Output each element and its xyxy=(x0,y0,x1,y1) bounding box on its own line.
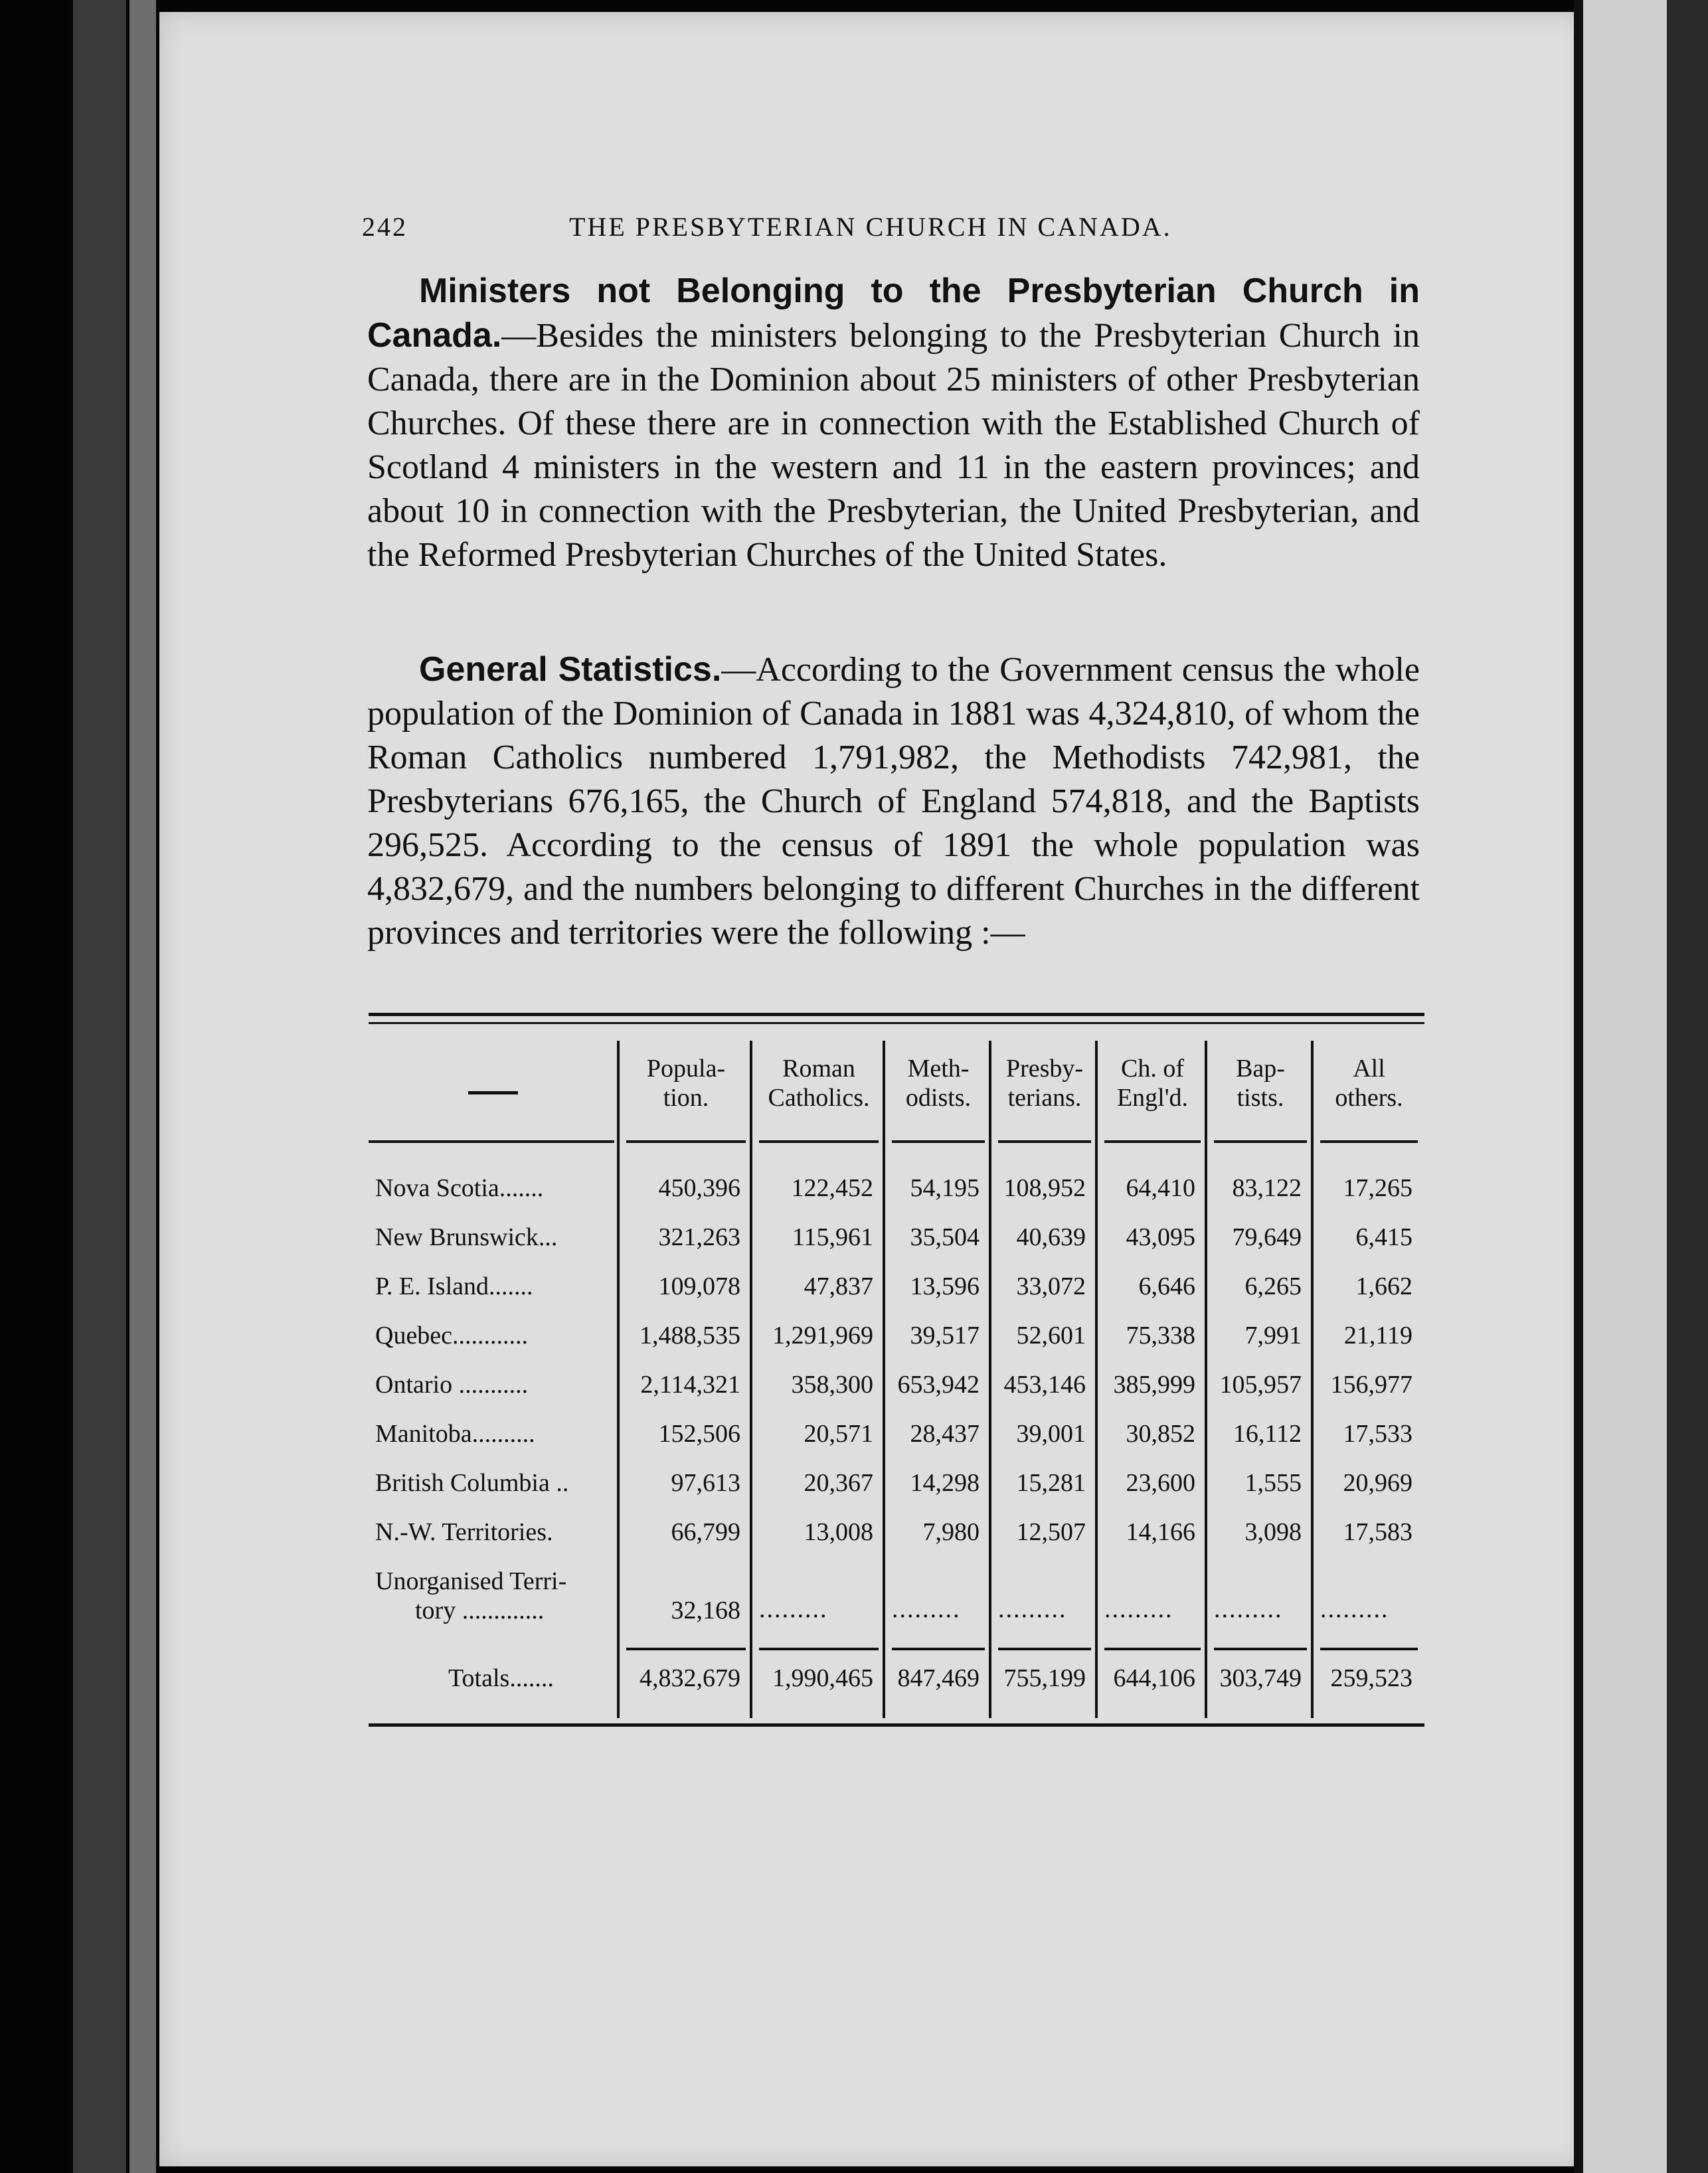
running-title: THE PRESBYTERIAN CHURCH IN CANADA. xyxy=(569,212,1172,242)
row-label: Ontario ........... xyxy=(375,1371,529,1399)
table-cell: 156,977 xyxy=(1330,1371,1412,1399)
table-cell: 35,504 xyxy=(910,1223,980,1251)
column-divider xyxy=(1205,1041,1207,1718)
table-cell: 12,507 xyxy=(1016,1518,1086,1546)
table-cell: 17,265 xyxy=(1343,1174,1412,1202)
table-cell: 109,078 xyxy=(658,1272,740,1300)
table-cell: 20,969 xyxy=(1343,1469,1412,1497)
row-label-unorganised-cont: tory ............. xyxy=(415,1597,545,1624)
table-cell: 17,533 xyxy=(1343,1420,1412,1448)
table-cell-unorganised-population: 32,168 xyxy=(671,1597,740,1624)
table-cell: 20,367 xyxy=(804,1469,873,1497)
row-label: British Columbia .. xyxy=(375,1469,569,1497)
totals-overline xyxy=(1104,1648,1201,1650)
table-cell: 52,601 xyxy=(1016,1322,1086,1349)
running-head xyxy=(362,211,1418,251)
column-header-3: Meth- odists. xyxy=(905,1055,972,1112)
section-heading-ministers: Ministers not Belonging to the Presbyterian Church in Canada. xyxy=(367,272,1420,355)
table-cell: 43,095 xyxy=(1126,1223,1195,1251)
table-cell: 6,646 xyxy=(1138,1272,1195,1300)
table-cell: 653,942 xyxy=(897,1371,980,1399)
table-cell: 66,799 xyxy=(671,1518,740,1546)
column-header-7: All others. xyxy=(1335,1055,1403,1112)
column-divider xyxy=(1311,1041,1314,1718)
table-cell: 115,961 xyxy=(792,1223,873,1251)
table-cell: 30,852 xyxy=(1126,1420,1195,1448)
table-cell: 39,001 xyxy=(1016,1420,1086,1448)
totals-cell: 1,990,465 xyxy=(772,1664,873,1692)
table-cell: 23,600 xyxy=(1126,1469,1195,1497)
table-cell: 1,291,969 xyxy=(772,1322,873,1349)
row-label: N.-W. Territories. xyxy=(375,1518,553,1546)
header-underline xyxy=(892,1140,985,1143)
table-cell: 105,957 xyxy=(1219,1371,1302,1399)
totals-cell: 259,523 xyxy=(1330,1664,1412,1692)
totals-cell: 755,199 xyxy=(1003,1664,1086,1692)
table-cell: 1,488,535 xyxy=(640,1322,740,1349)
table-cell: 21,119 xyxy=(1343,1322,1412,1349)
table-cell: 13,596 xyxy=(910,1272,980,1300)
totals-cell: 847,469 xyxy=(897,1664,980,1692)
row-label: P. E. Island....... xyxy=(375,1272,533,1300)
table-cell-empty: ......... xyxy=(759,1595,828,1623)
table-cell: 14,298 xyxy=(910,1469,980,1497)
table-bottom-rule xyxy=(369,1723,1424,1727)
table-cell: 122,452 xyxy=(791,1174,873,1202)
table-cell: 450,396 xyxy=(658,1174,740,1202)
header-dash xyxy=(468,1091,518,1094)
table-cell: 75,338 xyxy=(1126,1322,1195,1349)
row-label: Manitoba.......... xyxy=(375,1420,535,1448)
table-cell: 39,517 xyxy=(910,1322,980,1349)
row-label: Nova Scotia....... xyxy=(375,1174,544,1202)
table-cell-empty: ......... xyxy=(1320,1595,1389,1623)
table-cell: 2,114,321 xyxy=(640,1371,740,1399)
row-label-unorganised: Unorganised Terri- xyxy=(375,1567,567,1595)
table-cell: 17,583 xyxy=(1343,1518,1412,1546)
totals-overline xyxy=(998,1648,1091,1650)
column-header-5: Ch. of Engl'd. xyxy=(1116,1055,1189,1112)
table-cell: 40,639 xyxy=(1016,1223,1086,1251)
totals-overline xyxy=(626,1648,746,1650)
column-header-2: Roman Catholics. xyxy=(768,1055,870,1112)
binding-shadow xyxy=(73,0,126,2173)
table-cell: 47,837 xyxy=(804,1272,873,1300)
section-heading-statistics: General Statistics. xyxy=(419,650,722,689)
table-cell: 33,072 xyxy=(1016,1272,1086,1300)
table-cell: 20,571 xyxy=(804,1420,873,1448)
facing-page-shadow xyxy=(1667,0,1708,2173)
table-cell: 358,300 xyxy=(791,1371,873,1399)
row-label: New Brunswick... xyxy=(375,1223,558,1251)
page-number: 242 xyxy=(362,212,408,242)
table-top-rule xyxy=(369,1013,1424,1016)
table-cell-empty: ......... xyxy=(1214,1595,1283,1623)
table-cell: 13,008 xyxy=(804,1518,873,1546)
column-header-4: Presby- terians. xyxy=(1005,1055,1084,1112)
column-header-6: Bap- tists. xyxy=(1236,1055,1285,1112)
table-cell: 3,098 xyxy=(1244,1518,1302,1546)
header-underline xyxy=(1214,1140,1307,1143)
table-cell: 14,166 xyxy=(1126,1518,1195,1546)
totals-label: Totals....... xyxy=(448,1664,554,1692)
table-cell: 83,122 xyxy=(1232,1174,1302,1202)
binding-edge xyxy=(129,0,156,2173)
table-cell-empty: ......... xyxy=(892,1595,961,1623)
header-underline xyxy=(759,1140,879,1143)
table-cell: 385,999 xyxy=(1113,1371,1195,1399)
totals-overline xyxy=(892,1648,985,1650)
table-cell: 15,281 xyxy=(1016,1469,1086,1497)
page-edge xyxy=(1574,0,1583,2173)
header-underline xyxy=(998,1140,1091,1143)
totals-overline xyxy=(1214,1648,1307,1650)
table-cell: 64,410 xyxy=(1126,1174,1195,1202)
totals-overline xyxy=(759,1648,879,1650)
table-cell: 79,649 xyxy=(1232,1223,1302,1251)
section-body-ministers: —Besides the ministers belonging to the Presbyterian Church in Canada, there are in the Dominion about 25 ministers of other Presbyterian Churches. Of these there are in connection with the Established Church of Scotland 4 ministers in the western and 11 in the eastern provinces; and about 10 in connection with the Presbyterian, the United Presbyterian, and the Reformed Presbyterian Churches of the United States. xyxy=(367,317,1420,574)
table-cell: 152,506 xyxy=(658,1420,740,1448)
table-cell: 1,555 xyxy=(1244,1469,1302,1497)
table-cell-empty: ......... xyxy=(998,1595,1067,1623)
section-body-statistics: —According to the Government census the whole population of the Dominion of Canada in 1881 was 4,324,810, of whom the Roman Catholics numbered 1,791,982, the Methodists 742,981, the Presbyterians 676,165, the Church of England 574,818, and the Baptists 296,525. According to the census of 1891 the whole population was 4,832,679, and the numbers belonging to different Churches in the different provinces and territories were the following :— xyxy=(367,651,1420,952)
table-cell: 6,415 xyxy=(1355,1223,1412,1251)
table-top-rule-thin xyxy=(369,1022,1424,1024)
totals-cell: 644,106 xyxy=(1113,1664,1195,1692)
table-cell: 108,952 xyxy=(1003,1174,1086,1202)
totals-cell: 4,832,679 xyxy=(640,1664,740,1692)
column-header-1: Popula- tion. xyxy=(646,1055,726,1112)
table-cell: 7,991 xyxy=(1244,1322,1302,1349)
totals-overline xyxy=(1320,1648,1418,1650)
statistics-table xyxy=(369,1013,1424,1737)
header-underline xyxy=(626,1140,746,1143)
header-underline xyxy=(1104,1140,1201,1143)
row-label: Quebec............ xyxy=(375,1322,529,1349)
table-cell: 1,662 xyxy=(1355,1272,1412,1300)
paragraph-ministers xyxy=(367,269,1420,577)
table-cell: 453,146 xyxy=(1003,1371,1086,1399)
header-underline xyxy=(1320,1140,1418,1143)
table-cell-empty: ......... xyxy=(1104,1595,1173,1623)
table-cell: 321,263 xyxy=(658,1223,740,1251)
table-cell: 6,265 xyxy=(1244,1272,1302,1300)
table-cell: 28,437 xyxy=(910,1420,980,1448)
table-cell: 97,613 xyxy=(671,1469,740,1497)
header-underline-label xyxy=(369,1140,614,1143)
table-cell: 7,980 xyxy=(922,1518,980,1546)
totals-cell: 303,749 xyxy=(1219,1664,1302,1692)
column-divider xyxy=(1095,1041,1098,1718)
paragraph-statistics xyxy=(367,648,1420,955)
table-cell: 54,195 xyxy=(910,1174,980,1202)
table-cell: 16,112 xyxy=(1233,1420,1302,1448)
